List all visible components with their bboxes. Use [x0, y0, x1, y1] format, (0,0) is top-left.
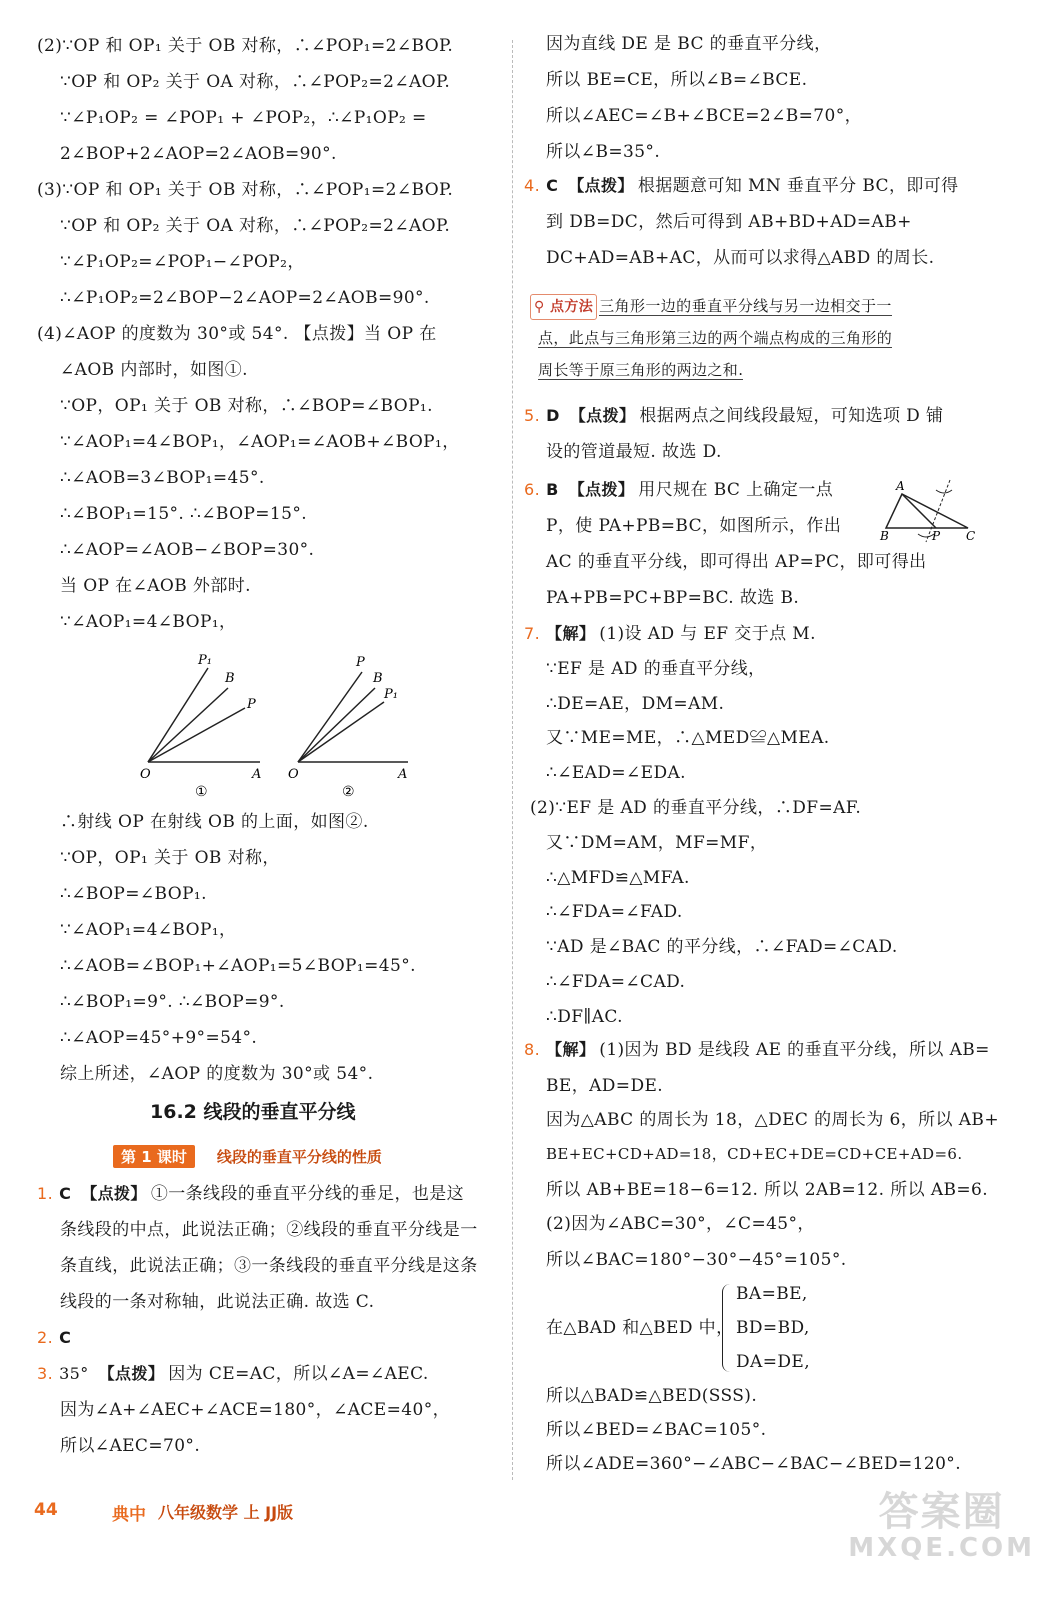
method-line-1 — [538, 326, 892, 350]
q1-answer: C — [59, 1184, 72, 1203]
lesson-badge: 第 1 课时 — [113, 1145, 195, 1168]
left-line-13: ∴∠BOP₁=15°. ∴∠BOP=15°. — [60, 504, 308, 524]
q8-line-3: BE+EC+CD+AD=18，CD+EC+DE=CD+CE+AD=6. — [546, 1145, 963, 1163]
right-top-line-1: 所以 BE=CE，所以∠B=∠BCE. — [546, 70, 808, 90]
left-line2-0: ∴射线 OP 在射线 OB 的上面，如图②. — [60, 812, 369, 832]
q3-number: 3. — [37, 1364, 54, 1383]
q7-line-5: (2)∵EF 是 AD 的垂直平分线，∴DF=AF. — [530, 798, 862, 818]
fig2-label-b: B — [373, 671, 383, 686]
triangle-figure-q6 — [878, 476, 978, 546]
q7-line-1: ∵EF 是 AD 的垂直平分线， — [546, 658, 766, 679]
q6-fig-label-c: C — [966, 529, 976, 543]
method-text-0: 三角形一边的垂直平分线与另一边相交于一 — [599, 297, 892, 315]
q8-line-0 — [524, 1038, 990, 1062]
q1-line-2: 条直线，此说法正确；③一条线段的垂直平分线是这条 — [60, 1256, 478, 1276]
left-line-15: 当 OP 在∠AOB 外部时. — [60, 576, 251, 596]
left-line-3: 2∠BOP+2∠AOP=2∠AOB=90°. — [60, 144, 337, 164]
fig2-caption: ② — [342, 784, 355, 800]
section-title: 16.2 线段的垂直平分线 — [150, 1101, 356, 1123]
q6-answer: B — [546, 480, 559, 499]
q8-end-line-0: 所以△BAD≌△BED(SSS). — [546, 1386, 758, 1406]
q6-line-1: P，使 PA+PB=BC，如图所示，作出 — [546, 516, 842, 536]
q6-text-0: 用尺规在 BC 上确定一点 — [638, 480, 834, 500]
left-line-7: ∴∠P₁OP₂=2∠BOP−2∠AOP=2∠AOB=90°. — [60, 288, 430, 308]
lesson-heading — [113, 1145, 382, 1168]
left-line2-2: ∴∠BOP=∠BOP₁. — [60, 884, 207, 904]
q7-line-3: 又∵ME=ME，∴△MED≌△MEA. — [546, 728, 830, 749]
q6-fig-label-b: B — [880, 529, 889, 543]
left-line-8: (4)∠AOP 的度数为 30°或 54°. 【点拨】当 OP 在 — [37, 324, 437, 344]
left-line-12: ∴∠AOB=3∠BOP₁=45°. — [60, 468, 265, 488]
q7-line-7: ∴△MFD≌△MFA. — [546, 867, 690, 888]
q1-text-0: ①一条线段的垂直平分线的垂足，也是这 — [150, 1184, 465, 1204]
q7-line-10: ∴∠FDA=∠CAD. — [546, 972, 686, 992]
q8-line-5: (2)因为∠ABC=30°，∠C=45°， — [546, 1214, 815, 1234]
left-line-10: ∵OP，OP₁ 关于 OB 对称，∴∠BOP=∠BOP₁. — [60, 396, 433, 416]
q8-number: 8. — [524, 1040, 541, 1059]
left-line-2: ∵∠P₁OP₂ = ∠POP₁ + ∠POP₂，∴∠P₁OP₂ = — [60, 108, 427, 128]
left-line-16: ∵∠AOP₁=4∠BOP₁， — [60, 612, 237, 632]
angle-figure-2 — [280, 650, 420, 800]
q8-brace-item-0: BA=BE, — [736, 1284, 808, 1304]
q8-text-0: (1)因为 BD 是线段 AE 的垂直平分线，所以 AB= — [599, 1040, 990, 1060]
fig1-label-a: A — [252, 767, 262, 782]
q3-text-0: 因为 CE=AC，所以∠A=∠AEC. — [168, 1364, 429, 1384]
q7-text-0: (1)设 AD 与 EF 交于点 M. — [599, 624, 816, 644]
q6-line-2: AC 的垂直平分线，即可得出 AP=PC，即可得出 — [546, 552, 927, 572]
q5-number: 5. — [524, 406, 541, 425]
lesson-title: 线段的垂直平分线的性质 — [216, 1148, 382, 1166]
q1-line-0 — [37, 1182, 464, 1206]
q8-line-1: BE，AD=DE. — [546, 1076, 664, 1096]
q2-answer: C — [59, 1328, 72, 1347]
q1-tag: 【点拨】 — [81, 1184, 147, 1203]
q7-line-2: ∴DE=AE，DM=AM. — [546, 693, 725, 714]
right-top-line-0: 因为直线 DE 是 BC 的垂直平分线， — [546, 34, 832, 54]
q3-answer: 35° — [59, 1364, 89, 1383]
fig1-label-p: P — [247, 697, 256, 712]
left-line2-7: 综上所述，∠AOP 的度数为 30°或 54°. — [60, 1064, 374, 1084]
q6-tag: 【点拨】 — [568, 480, 635, 499]
method-line-0 — [530, 294, 892, 320]
q7-line-4: ∴∠EAD=∠EDA. — [546, 763, 686, 784]
left-line2-3: ∵∠AOP₁=4∠BOP₁， — [60, 920, 237, 940]
q7-line-11: ∴DF∥AC. — [546, 1006, 623, 1027]
q5-answer: D — [546, 406, 560, 425]
q5-tag: 【点拨】 — [569, 406, 636, 425]
q1-line-1: 条线段的中点，此说法正确；②线段的垂直平分线是一 — [60, 1220, 478, 1240]
brand-logo: 典中 — [112, 1505, 146, 1525]
q8-brace — [722, 1284, 733, 1372]
watermark-sub: MXQE.COM — [848, 1533, 1035, 1563]
q8-line-2: 因为△ABC 的周长为 18，△DEC 的周长为 6，所以 AB+ — [546, 1110, 999, 1130]
left-line-9: ∠AOB 内部时，如图①. — [60, 360, 248, 380]
q2-line — [37, 1326, 81, 1350]
fig1-label-p1: P₁ — [198, 653, 212, 668]
left-line2-4: ∴∠AOB=∠BOP₁+∠AOP₁=5∠BOP₁=45°. — [60, 956, 416, 976]
watermark-main: 答案圈 — [878, 1489, 1005, 1535]
fig1-label-b: B — [225, 671, 235, 686]
left-line-5: ∵OP 和 OP₂ 关于 OA 对称，∴∠POP₂=2∠AOP. — [60, 216, 451, 236]
q7-line-9: ∵AD 是∠BAC 的平分线，∴∠FAD=∠CAD. — [546, 937, 898, 958]
q4-line-1: 到 DB=DC，然后可得到 AB+BD+AD=AB+ — [546, 212, 912, 232]
left-line-1: ∵OP 和 OP₂ 关于 OA 对称，∴∠POP₂=2∠AOP. — [60, 72, 451, 92]
left-line2-6: ∴∠AOP=45°+9°=54°. — [60, 1028, 258, 1048]
q4-text-0: 根据题意可知 MN 垂直平分 BC，即可得 — [637, 176, 959, 196]
q4-answer: C — [546, 176, 559, 195]
q8-line-6: 所以∠BAC=180°−30°−45°=105°. — [546, 1250, 847, 1270]
angle-figure-1 — [130, 650, 280, 800]
left-line-14: ∴∠AOP=∠AOB−∠BOP=30°. — [60, 540, 315, 560]
left-line-6: ∵∠P₁OP₂=∠POP₁−∠POP₂， — [60, 252, 305, 272]
q6-fig-label-a: A — [896, 479, 905, 493]
q1-line-3: 线段的一条对称轴，此说法正确. 故选 C. — [60, 1292, 375, 1312]
q1-number: 1. — [37, 1184, 54, 1203]
q8-end-line-2: 所以∠ADE=360°−∠ABC−∠BAC−∠BED=120°. — [546, 1454, 962, 1474]
q8-brace-item-1: BD=BD, — [736, 1318, 810, 1338]
q8-end-line-1: 所以∠BED=∠BAC=105°. — [546, 1420, 767, 1440]
q4-line-0 — [524, 174, 959, 198]
fig2-label-p: P — [356, 655, 365, 670]
watermark — [848, 1480, 1035, 1563]
q6-number: 6. — [524, 480, 541, 499]
q6-fig-label-p: P — [932, 529, 941, 543]
left-line-11: ∵∠AOP₁=4∠BOP₁，∠AOP₁=∠AOB+∠BOP₁， — [60, 432, 460, 452]
fig2-label-a: A — [398, 767, 408, 782]
q4-tag: 【点拨】 — [568, 176, 634, 195]
q2-number: 2. — [37, 1328, 54, 1347]
q4-line-2: DC+AD=AB+AC，从而可以求得△ABD 的周长. — [546, 248, 935, 268]
left-line-0: (2)∵OP 和 OP₁ 关于 OB 对称，∴∠POP₁=2∠BOP. — [37, 36, 454, 56]
q8-brace-item-2: DA=DE, — [736, 1352, 810, 1372]
q3-line-2: 所以∠AEC=70°. — [60, 1436, 201, 1456]
column-divider — [512, 40, 513, 1480]
q7-tag: 【解】 — [546, 624, 596, 643]
q8-line-4: 所以 AB+BE=18−6=12. 所以 2AB=12. 所以 AB=6. — [546, 1180, 989, 1200]
q6-line-3: PA+PB=PC+BP=BC. 故选 B. — [546, 588, 800, 608]
method-line-2 — [538, 358, 743, 382]
page-number: 44 — [34, 1500, 58, 1520]
fig2-label-p1: P₁ — [384, 687, 398, 702]
left-line2-5: ∴∠BOP₁=9°. ∴∠BOP=9°. — [60, 992, 285, 1012]
q8-tag: 【解】 — [546, 1040, 596, 1059]
left-line2-1: ∵OP，OP₁ 关于 OB 对称， — [60, 848, 280, 868]
q3-tag: 【点拨】 — [98, 1364, 165, 1383]
q7-number: 7. — [524, 624, 541, 643]
q7-line-6: 又∵DM=AM，MF=MF， — [546, 832, 768, 853]
q5-line-0 — [524, 404, 943, 428]
q3-line-0 — [37, 1362, 429, 1386]
q5-text-0: 根据两点之间线段最短，可知选项 D 铺 — [639, 406, 944, 426]
method-text-1: 点，此点与三角形第三边的两个端点构成的三角形的 — [538, 329, 893, 347]
fig1-caption: ① — [195, 784, 208, 800]
q5-line-1: 设的管道最短. 故选 D. — [546, 442, 722, 462]
q6-line-0 — [524, 478, 833, 502]
fig1-label-o: O — [140, 767, 151, 782]
q8-brace-prefix: 在△BAD 和△BED 中， — [546, 1318, 734, 1338]
book-title: 八年级数学 上 JJ版 — [158, 1503, 294, 1522]
q7-line-8: ∴∠FDA=∠FAD. — [546, 902, 683, 923]
method-label-text: 点方法 — [549, 299, 594, 315]
method-text-2: 周长等于原三角形的两边之和. — [538, 361, 744, 379]
fig2-label-o: O — [288, 767, 299, 782]
right-top-line-2: 所以∠AEC=∠B+∠BCE=2∠B=70°， — [546, 106, 863, 126]
q7-line-0 — [524, 622, 816, 646]
method-label: ⚲ 点方法 — [530, 294, 597, 320]
q4-number: 4. — [524, 176, 541, 195]
right-top-line-3: 所以∠B=35°. — [546, 142, 661, 162]
left-line-4: (3)∵OP 和 OP₁ 关于 OB 对称，∴∠POP₁=2∠BOP. — [37, 180, 454, 200]
q3-line-1: 因为∠A+∠AEC+∠ACE=180°，∠ACE=40°， — [60, 1400, 450, 1420]
